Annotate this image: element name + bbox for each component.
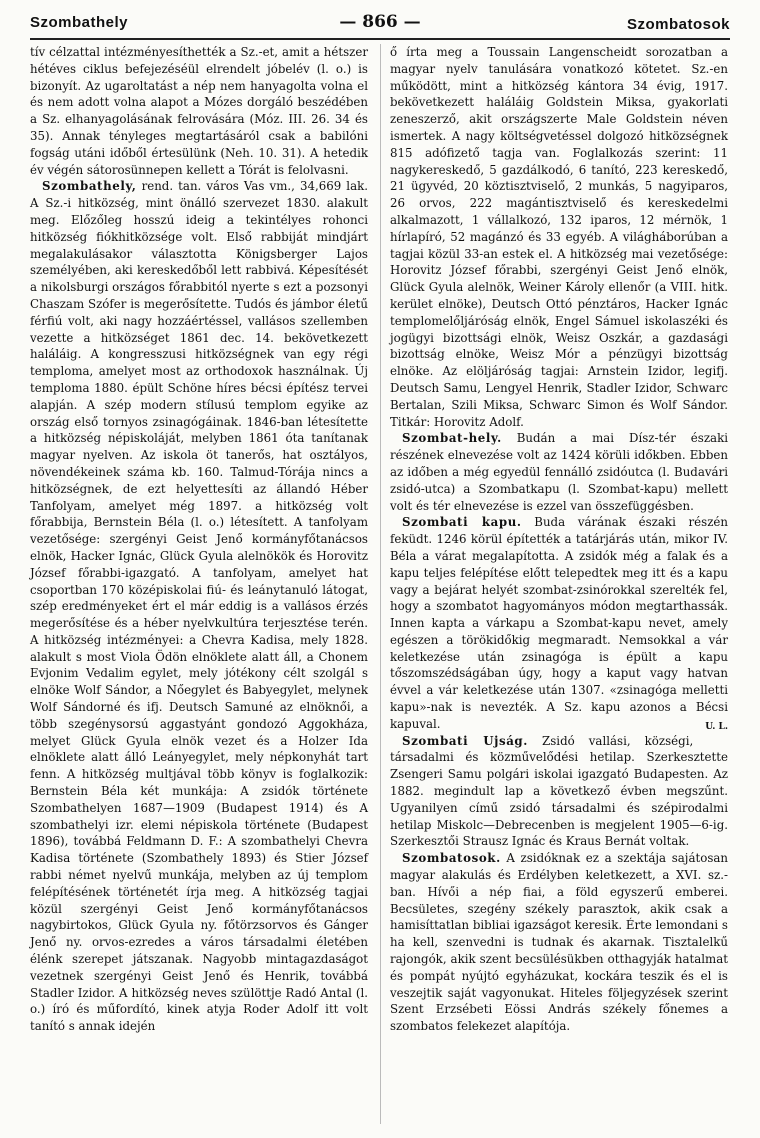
header-right: Szombatosok — [626, 16, 730, 33]
entry-text: Buda várának északi részén feküdt. 1246 körül építették a tatárjárás után, mikor IV. Béla a várat megalapította. A zsidók még a falak és a kapu teljes felépítése előtt telepedtek meg itt és a kapu vagy a bejárat helyét szombat-zsinórokkal szerelték fel, hogy a szombatot hagyományos módon megtarthassák. Innen kapta a várkapu a Szombat-kapu nevet, amely egészen a törökidőkig megmaradt. Nemsokkal a vár keletkezése után zsinagóga is épült a kapu tőszomszédságában úgy, hogy a kaput vagy hatvan évvel a vár keletkezése után 1307. «zsinagóga melletti kapu»-nak is nevezték. A Sz. kapu azonos a Bécsi kapuval. — [390, 515, 728, 731]
headword: Szombati kapu. — [402, 515, 522, 530]
entry-text: Zsidó vallási, községi, társadalmi és közművelődési hetilap. Szerkesztette Zsengeri Samu polgári iskolai igazgató Budapesten. Az 1882. megindult lap a következő évben megszűnt. Ugyanilyen című zsidó társadalmi és szépirodalmi hetilap Miskolc—Debrecenben is megjelent 1905—6-ig. Szerkesztői Strausz Ignác és Kraus Bernát voltak. — [390, 733, 728, 849]
page-number: — 866 — — [339, 12, 421, 32]
header-rule — [30, 38, 730, 40]
entry-text: rend. tan. város Vas vm., 34,669 lak. A Sz.-i hitközség, mint önálló szervezet 1830. alakult meg. Előzőleg hosszú ideig a tekintélyes rohonci hitközség fiókhitközsége volt. Első rabbiját mindjárt megalakulásakor választotta Königsberger Lajos személyében, aki kereskedőből lett rabbivá. Képesítését a nikolsburgi országos főrabbitól nyerte s ezt a pozsonyi Chaszam Szófer is megerősítette. Tudós és jámbor életű férfiú volt, aki nagy hozzáértéssel, vallásos szellemben vezette a hitközséget 1861 dec. 14. bekövetkezett haláláig. A kongresszusi hitközségnek van egy régi temploma, amelyet most az orthodoxok használnak. Új temploma 1880. épült Schöne híres bécsi építész tervei alapján. A szép modern stílusú templom egyike az ország első tornyos zsinagógáinak. 1846-ban létesítette a hitközség népiskoláját, melyben 1861 óta tanítanak magyar nyelven. Az iskola öt tanerős, hat osztályos, növendékeinek száma kb. 160. Talmud-Tórája nincs a hitközségnek, de ezt helyettesíti az állandó Héber Tanfolyam, amelyet még 1897. a hitközség volt főrabbija, Bernstein Béla (l. o.) létesített. A tanfolyam vezetősége: szergényi Geist Jenő kormányfőtanácsos elnök, Hacker Ignác, Glück Gyula alelnökök és Horovitz József főrabbi-igazgató. A tanfolyam, amelyet hat csoportban 170 középiskolai fiú- és leánytanuló látogat, szép eredményeket ért el már eddig is a vallásos érzés megerősítése és a héber nyelvkultúra terjesztése terén. A hitközség intézményei: a Chevra Kadisa, mely 1828. alakult s most Viola Ödön elnöklete alatt áll, a Chonem Evjonim Vedalim egylet, mely jótékony célt szolgál s elnöke Wolf Sándor, a Nőegylet és Babyegylet, melynek Wolf Sándorné és ifj. Deutsch Samuné az elnöknői, a több szegénysorsú aggastyánt gondozó Aggokháza, melyet Glück Gyula elnök vezet és a Holzer Ida elnöklete alatt álló Leányegylet, mely népkonyhát tart fenn. A hitközség multjával több könyv is foglalkozik: Bernstein Béla két munkája: A zsidók története Szombathelyen 1687—1909 (Budapest 1914) és A szombathelyi izr. elemi népiskola története (Budapest 1896), továbbá Feldmann D. F.: A szombathelyi Chevra Kadisa története (Szombathely 1893) és Stier József rabbi német nyelvű munkája, melyben az új templom felépítésének történetét írja meg. A hitközség tagjai közül szergényi Geist Jenő kormányfőtanácsos nagybirtokos, Glück Gyula ny. főtörzsorvos és Gánger Jenő ny. orvos-ezredes a város társadalmi életében élénk szerepet játszanak. Nagyobb mintagazdaságot vezetnek szergényi Geist Jenő és Henrik, továbbá Stadler Izidor. A hitközség neves szülöttje Radó Antal (l. o.) író és műfordító, kinek atyja Roder Adolf itt volt tanító s annak idején — [30, 179, 368, 1034]
entry-text: Budán a mai Dísz-tér északi részének elnevezése volt az 1424 körüli időkben. Ebben az időben a még egyedül fennálló zsidóutca (l. Budavári zsidó-utca) a Szombatkapu (l. Szombat-kapu) mellett volt és tér elnevezése is ezzel van összefüggésben. — [390, 431, 728, 513]
paragraph: ő írta meg a Toussain Langenscheidt sorozatban a magyar nyelv tanulására vonatkozó kötetet. Sz.-en működött, mint a hitközség kántora 34 évig, 1917. bekövetkezett haláláig Goldstein Miksa, gyakorlati zeneszerző, akit országszerte Male Goldstein néven ismertek. A nagy költségvetéssel dolgozó hitközségnek 815 adófizető tagja van. Foglalkozás szerint: 11 nagykereskedő, 5 gazdálkodó, 6 tanító, 223 kereskedő, 21 ügyvéd, 20 köztisztviselő, 2 munkás, 5 nagyiparos, 26 orvos, 222 magántisztviselő és kereskedelmi alkalmazott, 1 vállalkozó, 132 iparos, 12 mérnök, 1 hírlapíró, 52 magánzó és 33 egyéb. A világháborúban a tagjai közül 33-an estek el. A hitközség mai vezetősége: Horovitz József főrabbi, szergényi Geist Jenő elnök, Glück Gyula alelnök, Weiner Károly ellenőr (a VIII. hitk. kerület elnöke), Deutsch Ottó pénztáros, Hacker Ignác templomelőljáróság elnök, Engel Sámuel iskolaszéki és jogügyi bizottsági elnök, Weisz Oszkár, a gazdasági bizottság elnöke, Weisz Mór a pénzügyi bizottság elnöke. Az elöljáróság tagjai: Arnstein Izidor, legifj. Deutsch Samu, Lengyel Henrik, Stadler Izidor, Schwarc Bertalan, Szili Miksa, Schwarc Simon és Wolf Sándor. Titkár: Horovitz Adolf. — [390, 45, 728, 429]
right-column — [390, 44, 728, 1035]
entry-szombat-hely — [390, 430, 728, 514]
entry-text: A zsidóknak ez a szektája sajátosan magyar alakulás és Erdélyben keletkezett, a XVI. sz.-ban. Hívői a nép fiai, a föld egyszerű emberei. Becsületes, szegény székely parasztok, akik csak a hamisíttatlan bibliai igazságot keresik. Érte lemondani s ha kell, szenvedni is tudnak és akarnak. Tisztalelkű rajongók, akik szent becsülésükben otthagyják hatalmat és pompát nyújtó egyházukat, kockára teszik és el is veszejtik saját vagyonukat. Hiteles följegyzések szerint Szent Erzsébeti Eössi András székely főnemes a szombatos felekezet alapítója. — [390, 851, 729, 1034]
entry-szombati-kapu — [390, 514, 728, 732]
entry-szombathely — [30, 178, 368, 1035]
headword: Szombatosok. — [402, 851, 501, 866]
paragraph: tív célzattal intézményesíthették a Sz.-et, amit a hétszer hétéves ciklus befejezéséül elrendelt jóbelév (l. o.) is bizonyít. Az ugaroltatást a nép nem hanyagolta volna el és nem adott volna alapot a Mózes dorgáló beszédében a Sz. elhanyagolásának felrovására (Móz. III. 26. 34 és 35). Annak tényleges megtartásáról csak a babilóni fogság utáni időből értesülünk (Neh. 10. 31). A hetedik év végén sátorosünnepen kellett a Tórát is felolvasni. — [30, 45, 368, 177]
left-column — [30, 44, 368, 1035]
column-divider — [380, 44, 381, 1124]
entry-szombatosok — [390, 850, 728, 1035]
headword: Szombat-hely. — [402, 431, 502, 446]
running-header — [30, 12, 730, 36]
header-left: Szombathely — [30, 14, 129, 31]
headword: Szombathely, — [42, 179, 137, 194]
headword: Szombati Ujság. — [402, 733, 528, 748]
entry-szombati-ujsag — [390, 733, 728, 851]
author-signature: U. L. — [705, 721, 728, 732]
